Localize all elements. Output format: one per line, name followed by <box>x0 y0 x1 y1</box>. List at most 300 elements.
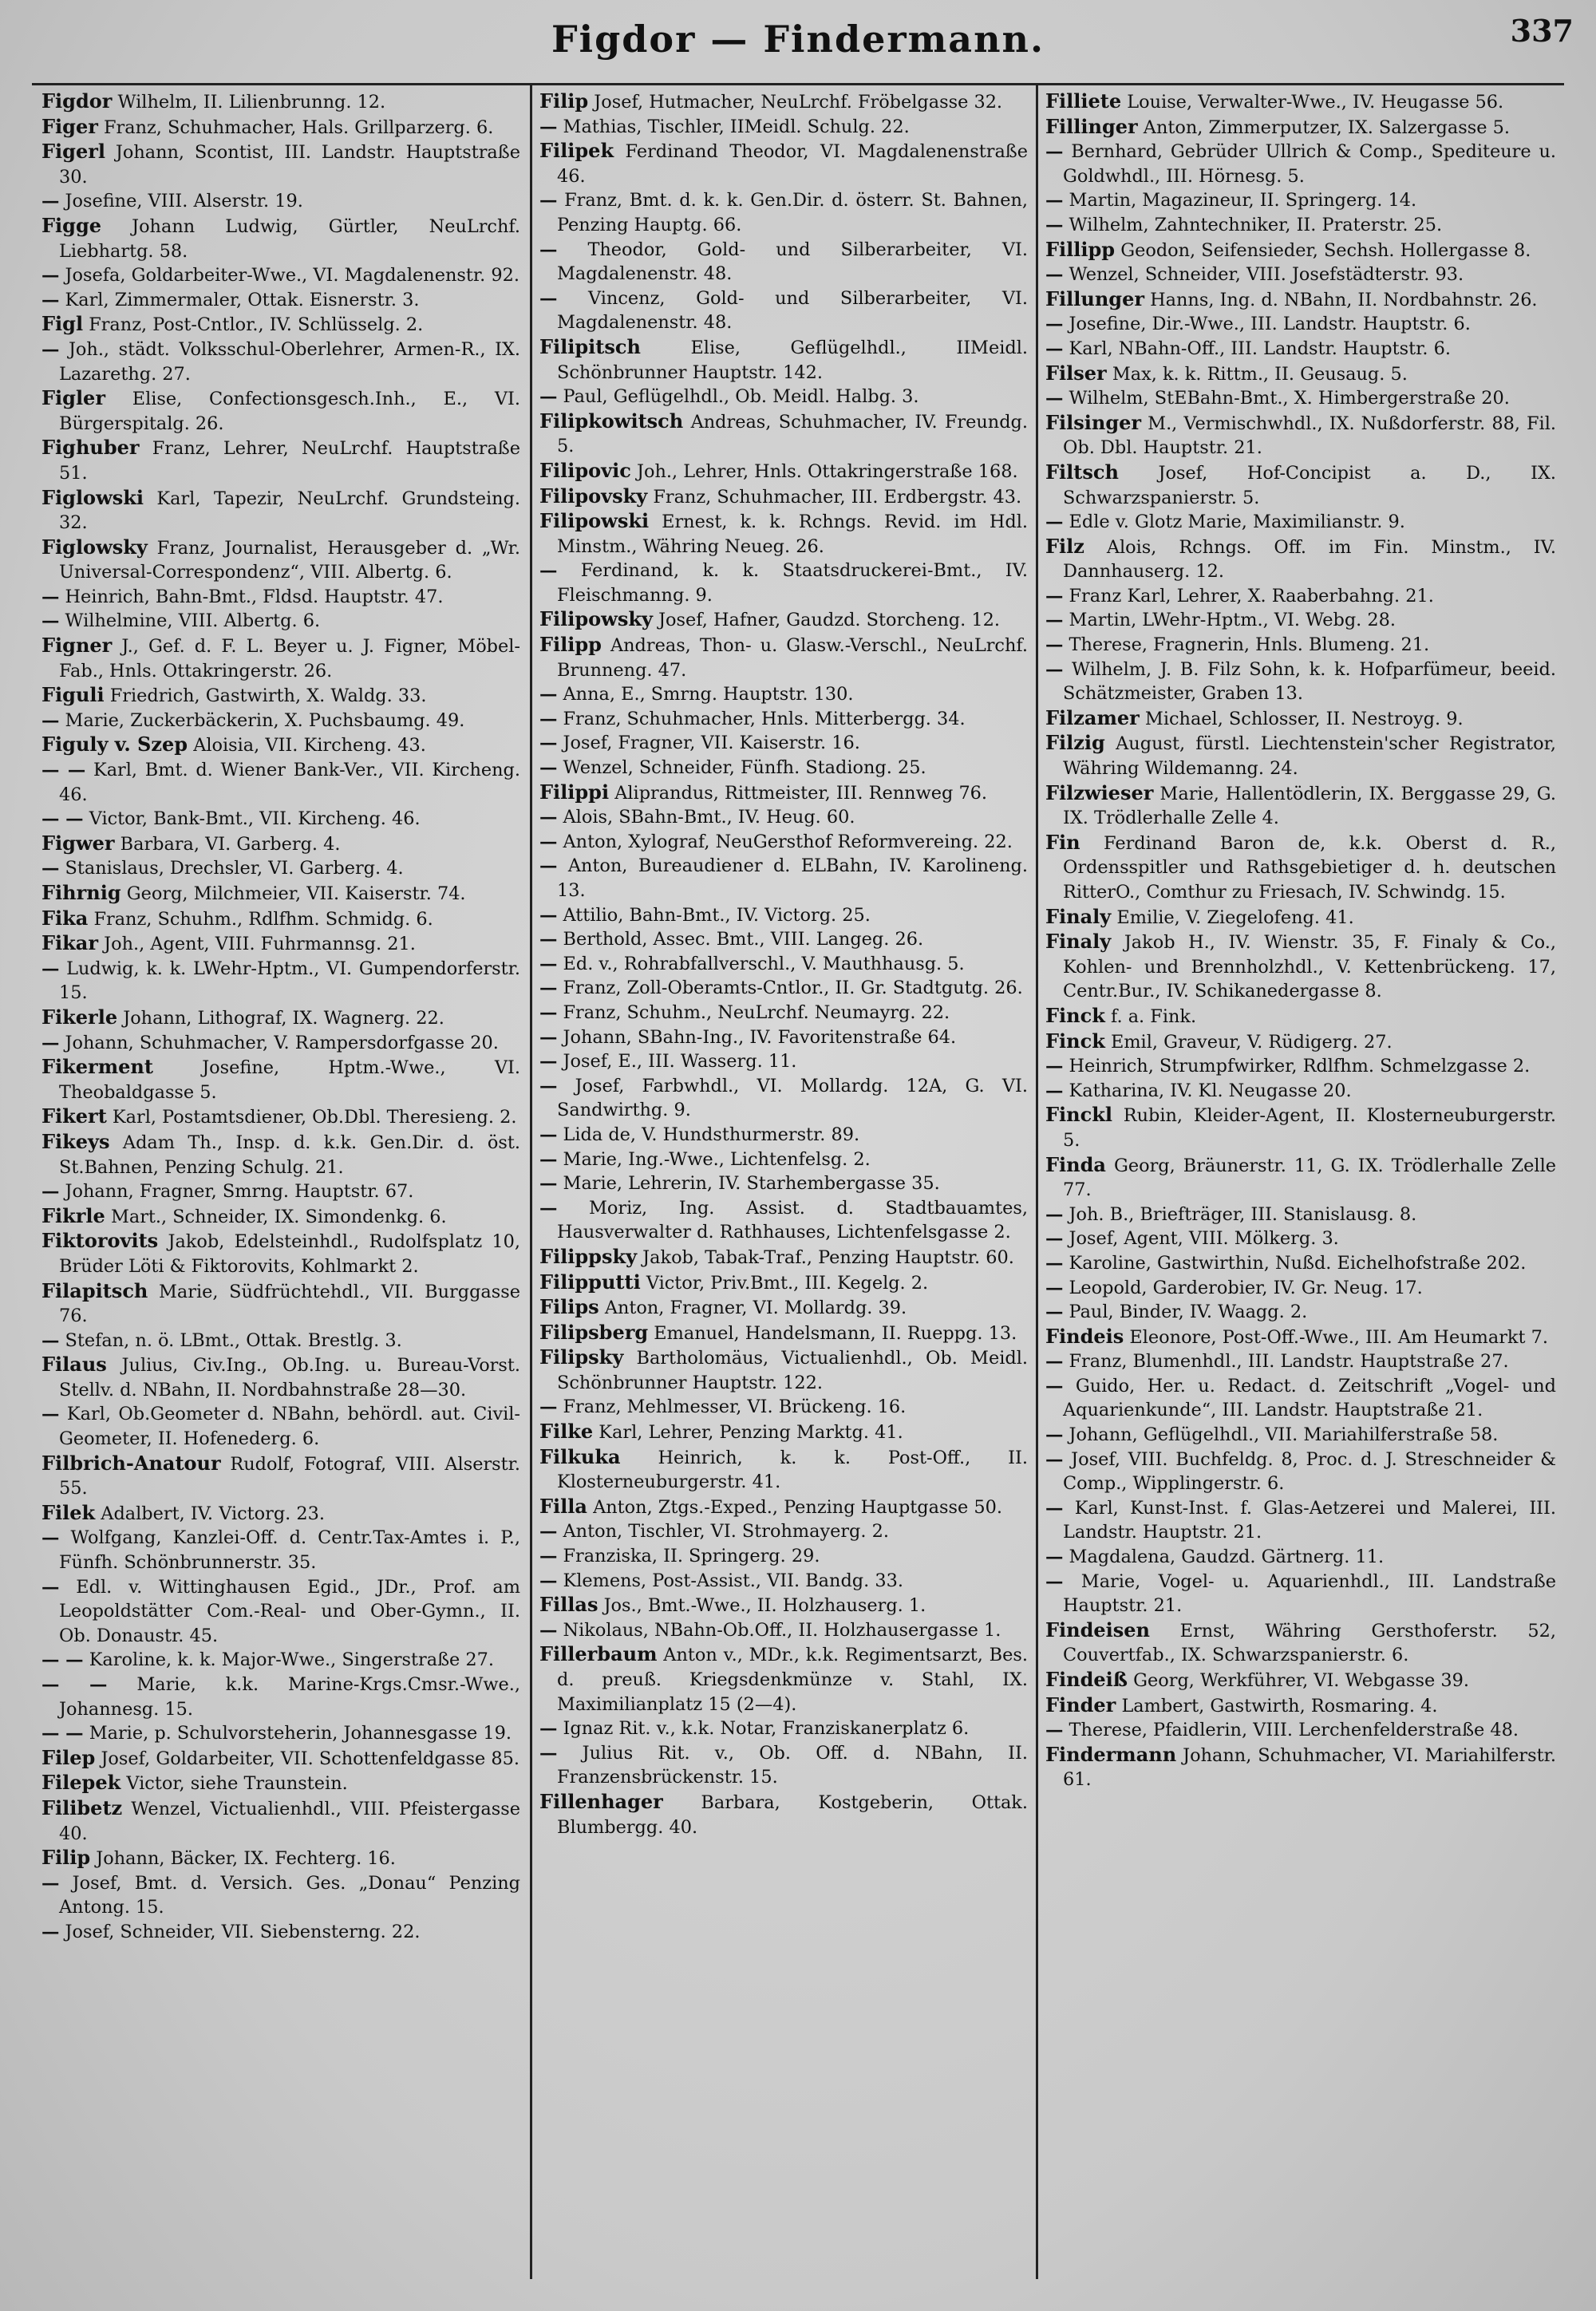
entry-surname: Fikar <box>41 931 98 955</box>
entry-text: Wilhelm, J. B. Filz Sohn, k. k. Hofparfümeur, beeid. Schätzmeister, Graben 13. <box>1063 658 1556 705</box>
entry-surname: Filla <box>539 1494 587 1518</box>
entry-ditto-dash: — <box>539 953 558 974</box>
directory-entry <box>1045 1029 1556 1055</box>
directory-entry <box>539 976 1028 1001</box>
directory-entry <box>539 484 1028 510</box>
entry-surname: Filipovsky <box>539 484 648 508</box>
entry-ditto-dash: — <box>41 858 60 879</box>
entry-text: Ludwig, k. k. LWehr-Hptm., VI. Gumpendorferstr. 15. <box>59 958 520 1004</box>
directory-entry <box>1045 658 1556 706</box>
running-head: Figdor — Findermann. <box>551 18 1045 61</box>
entry-surname: Filaus <box>41 1353 107 1377</box>
directory-entry <box>1045 1325 1556 1350</box>
entry-surname: Filke <box>539 1420 594 1444</box>
directory-entry <box>41 486 520 535</box>
entry-surname: Figuly v. Szep <box>41 733 188 757</box>
entry-ditto-dash: — <box>539 1546 558 1567</box>
entry-text: August, fürstl. Liechtenstein'scher Registrator, Währing Wildemanng. 24. <box>1063 733 1556 780</box>
directory-entry <box>41 1179 520 1204</box>
entry-surname: Finda <box>1045 1152 1106 1176</box>
entry-text: Michael, Schlosser, II. Nestroyg. 9. <box>1144 708 1464 729</box>
entry-surname: Fillinger <box>1045 114 1138 138</box>
directory-entry <box>41 263 520 288</box>
entry-ditto-dash: — <box>1045 658 1064 680</box>
column-divider-left <box>530 83 532 2279</box>
entry-surname: Filipitsch <box>539 334 641 358</box>
entry-text: Berthold, Assec. Bmt., VIII. Langeg. 26. <box>563 929 924 950</box>
entry-surname: Fighuber <box>41 436 140 460</box>
entry-text: Jos., Bmt.-Wwe., II. Holzhauserg. 1. <box>603 1595 926 1617</box>
directory-entry <box>41 957 520 1005</box>
entry-text: Marie, p. Schulvorsteherin, Johannesgasse 19. <box>89 1723 512 1744</box>
entry-text: Franz, Blumenhdl., III. Landstr. Hauptstraße 27. <box>1069 1351 1509 1373</box>
entry-ditto-dash: — <box>539 1742 558 1764</box>
entry-ditto-dash: — <box>1045 1203 1064 1225</box>
entry-text: Alois, Rchngs. Off. im Fin. Minstm., IV. Dannhauserg. 12. <box>1063 536 1556 583</box>
entry-ditto-dash: — <box>539 287 558 309</box>
directory-entry <box>41 807 520 832</box>
entry-ditto-dash: — <box>41 958 60 979</box>
directory-entry <box>539 1420 1028 1445</box>
directory-entry <box>539 139 1028 188</box>
entry-surname: Findermann <box>1045 1742 1177 1766</box>
directory-entry <box>1045 1004 1556 1029</box>
entry-text: Barbara, Kostgeberin, Ottak. Blumbergg. 40. <box>557 1792 1028 1838</box>
directory-entry <box>539 559 1028 607</box>
entry-text: Karl, NBahn-Off., III. Landstr. Hauptstr. 6. <box>1069 338 1451 359</box>
entry-text: Johann, Fragner, Smrng. Hauptstr. 67. <box>65 1181 414 1203</box>
directory-entry <box>539 1345 1028 1395</box>
entry-ditto-dash: — <box>41 265 60 286</box>
directory-entry <box>1045 608 1556 633</box>
entry-surname: Filzwieser <box>1045 780 1154 804</box>
entry-text: Stefan, n. ö. LBmt., Ottak. Brestlg. 3. <box>65 1329 402 1351</box>
entry-text: Max, k. k. Rittm., II. Geusaug. 5. <box>1112 363 1408 385</box>
column-1 <box>41 89 520 2279</box>
directory-entry <box>41 115 520 140</box>
entry-surname: Figlowski <box>41 485 144 509</box>
directory-entry <box>539 238 1028 286</box>
directory-entry <box>1045 1423 1556 1448</box>
entry-surname: Finck <box>1045 1029 1105 1053</box>
entry-ditto-dash: — <box>539 386 558 408</box>
entry-surname: Filipsky <box>539 1345 624 1369</box>
entry-text: Josef, Hutmacher, NeuLrchf. Fröbelgasse 32. <box>594 92 1003 113</box>
entry-text: Ernst, Währing Gersthoferstr. 52, Couvertfab., IX. Schwarzspanierstr. 6. <box>1063 1620 1556 1666</box>
directory-entry <box>41 683 520 709</box>
entry-text: Karl, Lehrer, Penzing Marktg. 41. <box>598 1422 903 1444</box>
entry-ditto-dash: — <box>539 807 558 828</box>
entry-text: Stanislaus, Drechsler, VI. Garberg. 4. <box>65 858 404 879</box>
directory-entry <box>539 756 1028 780</box>
directory-entry <box>41 1796 520 1846</box>
entry-ditto-dash: — <box>1045 1448 1064 1470</box>
entry-text: Josef, Hafner, Gaudzd. Storcheng. 12. <box>658 610 1000 631</box>
directory-entry <box>1045 238 1556 263</box>
directory-entry <box>1045 115 1556 140</box>
entry-surname: Filipputti <box>539 1270 641 1294</box>
directory-entry <box>539 1741 1028 1790</box>
directory-entry <box>1045 1570 1556 1618</box>
entry-text: Johann Ludwig, Gürtler, NeuLrchf. Liebhartg. 58. <box>59 215 520 262</box>
entry-ditto-dash: — <box>41 1872 60 1894</box>
directory-entry <box>1045 1718 1556 1743</box>
entry-text: Magdalena, Gaudzd. Gärtnerg. 11. <box>1069 1547 1385 1568</box>
directory-entry <box>539 1171 1028 1196</box>
directory-entry <box>539 1395 1028 1420</box>
entry-ditto-dash: — <box>1045 1547 1064 1568</box>
entry-text: Mart., Schneider, IX. Simondenkg. 6. <box>110 1206 447 1227</box>
entry-text: Anton, Ztgs.-Exped., Penzing Hauptgasse 50. <box>593 1496 1002 1518</box>
directory-entry <box>1045 1545 1556 1570</box>
entry-text: Klemens, Post-Assist., VII. Bandg. 33. <box>563 1570 903 1591</box>
entry-surname: Figuli <box>41 683 105 707</box>
entry-ditto-dash: — <box>539 1148 558 1170</box>
entry-text: Anton v., MDr., k.k. Regimentsarzt, Bes. d. preuß. Kriegsdenkmünze v. Stahl, IX. Maximilianplatz 15 (2—4). <box>557 1645 1028 1715</box>
entry-ditto-dash: — <box>1045 1424 1064 1446</box>
entry-ditto-dash: — <box>539 1619 558 1641</box>
entry-ditto-dash: — <box>41 1329 60 1351</box>
entry-text: Bartholomäus, Victualienhdl., Ob. Meidl. Schönbrunner Hauptstr. 122. <box>557 1348 1028 1393</box>
entry-text: Josef, Schneider, VII. Siebensterng. 22. <box>65 1921 421 1942</box>
entry-ditto-dash: — <box>539 1718 558 1740</box>
entry-text: Georg, Werkführer, VI. Webgasse 39. <box>1133 1670 1469 1691</box>
entry-text: Wolfgang, Kanzlei-Off. d. Centr.Tax-Amtes i. P., Fünfh. Schönbrunnerstr. 35. <box>59 1527 520 1574</box>
directory-entry <box>539 1148 1028 1172</box>
directory-entry <box>41 1721 520 1746</box>
entry-ditto-dash: — <box>539 904 558 926</box>
entry-text: Johann, Bäcker, IX. Fechterg. 16. <box>96 1848 396 1870</box>
directory-entry <box>1045 1300 1556 1325</box>
entry-text: Anton, Tischler, VI. Strohmayerg. 2. <box>563 1521 889 1543</box>
directory-entry <box>539 1245 1028 1270</box>
entry-ditto-dash: — — <box>41 808 84 830</box>
entry-ditto-dash: — — <box>41 1723 84 1744</box>
entry-surname: Filippi <box>539 780 610 804</box>
directory-entry <box>539 952 1028 977</box>
directory-entry <box>1045 1349 1556 1374</box>
directory-entry <box>539 1642 1028 1716</box>
entry-text: Ferdinand, k. k. Staatsdruckerei-Bmt., IV. Fleischmanng. 9. <box>557 560 1028 606</box>
entry-surname: Figlowsky <box>41 535 148 559</box>
entry-ditto-dash: — <box>539 1026 558 1048</box>
entry-surname: Findeisen <box>1045 1618 1151 1641</box>
entry-ditto-dash: — <box>1045 264 1064 286</box>
directory-entry <box>1045 1079 1556 1104</box>
directory-entry <box>41 1005 520 1031</box>
entry-text: Franz, Post-Cntlor., IV. Schlüsselg. 2. <box>89 314 424 336</box>
directory-entry <box>41 386 520 436</box>
directory-entry <box>539 607 1028 633</box>
entry-text: Karl, Tapezir, NeuLrchf. Grundsteing. 32. <box>59 488 520 534</box>
directory-entry <box>1045 337 1556 361</box>
entry-ditto-dash: — <box>41 289 60 310</box>
directory-entry <box>1045 460 1556 510</box>
directory-entry <box>41 1673 520 1721</box>
entry-surname: Filbrich-Anatour <box>41 1451 221 1475</box>
entry-ditto-dash: — <box>41 191 60 212</box>
directory-entry <box>41 1871 520 1920</box>
entry-text: Ferdinand Theodor, VI. Magdalenenstraße 46. <box>557 141 1028 187</box>
directory-entry <box>539 335 1028 385</box>
entry-text: Johann, Schuhmacher, V. Rampersdorfgasse 20. <box>65 1032 499 1053</box>
directory-entry <box>41 931 520 957</box>
entry-ditto-dash: — <box>41 1921 60 1942</box>
entry-text: Karl, Kunst-Inst. f. Glas-Aetzerei und Malerei, III. Landstr. Hauptstr. 21. <box>1063 1497 1556 1543</box>
directory-entry <box>41 1329 520 1353</box>
entry-text: Franz, Schuhm., NeuLrchf. Neumayrg. 22. <box>563 1001 950 1023</box>
entry-ditto-dash: — <box>539 1570 558 1591</box>
entry-text: Ernest, k. k. Rchngs. Revid. im Hdl. Minstm., Währing Neueg. 26. <box>557 512 1028 557</box>
entry-text: M., Vermischwhdl., IX. Nußdorferstr. 88, Fil. Ob. Dbl. Hauptstr. 21. <box>1063 413 1556 459</box>
entry-text: Aliprandus, Rittmeister, III. Rennweg 76. <box>614 782 988 804</box>
directory-entry <box>539 731 1028 756</box>
directory-entry <box>41 1501 520 1527</box>
directory-entry <box>1045 361 1556 387</box>
directory-entry <box>41 758 520 807</box>
directory-entry <box>1045 1251 1556 1276</box>
entry-text: Andreas, Thon- u. Glasw.-Verschl., NeuLrchf. Brunneng. 47. <box>557 635 1028 681</box>
entry-surname: Fillas <box>539 1593 598 1617</box>
entry-text: Heinrich, Strumpfwirker, Rdlfhm. Schmelzgasse 2. <box>1069 1056 1531 1077</box>
entry-surname: Figge <box>41 213 101 237</box>
entry-surname: Findeis <box>1045 1324 1124 1348</box>
directory-entry <box>1045 781 1556 831</box>
directory-entry <box>41 288 520 313</box>
entry-text: Ed. v., Rohrabfallverschl., V. Mauthhausg. 5. <box>563 953 965 974</box>
entry-ditto-dash: — <box>539 831 558 852</box>
directory-entry <box>41 189 520 214</box>
directory-entry <box>41 1771 520 1796</box>
entry-text: Johann, Schuhmacher, VI. Mariahilferstr. 61. <box>1063 1744 1556 1791</box>
entry-surname: Filipek <box>539 139 614 163</box>
entry-surname: Fihrnig <box>41 881 121 904</box>
directory-entry <box>1045 633 1556 658</box>
entry-surname: Fillipp <box>1045 237 1116 261</box>
directory-entry <box>41 89 520 115</box>
directory-entry <box>1045 1618 1556 1668</box>
entry-text: Wenzel, Schneider, VIII. Josefstädterstr. 93. <box>1069 264 1464 286</box>
entry-text: Karoline, k. k. Major-Wwe., Singerstraße 27. <box>89 1649 495 1671</box>
directory-entry <box>539 1321 1028 1346</box>
entry-text: Josef, Fragner, VII. Kaiserstr. 16. <box>563 733 860 754</box>
entry-text: Geodon, Seifensieder, Sechsh. Hollergasse 8. <box>1120 239 1531 261</box>
entry-ditto-dash: — <box>539 1124 558 1145</box>
entry-ditto-dash: — <box>539 1521 558 1543</box>
entry-surname: Figerl <box>41 140 105 164</box>
entry-ditto-dash: — <box>41 709 60 731</box>
entry-text: J., Gef. d. F. L. Beyer u. J. Figner, Möbel-Fab., Hnls. Ottakringerstr. 26. <box>59 636 520 681</box>
entry-ditto-dash: — <box>539 1396 558 1418</box>
entry-ditto-dash: — <box>1045 314 1064 335</box>
entry-text: Leopold, Garderobier, IV. Gr. Neug. 17. <box>1069 1277 1423 1298</box>
directory-entry <box>539 633 1028 682</box>
entry-ditto-dash: — <box>1045 190 1064 211</box>
entry-surname: Filz <box>1045 534 1084 558</box>
directory-entry <box>539 459 1028 484</box>
entry-text: Victor, siehe Traunstein. <box>126 1773 348 1795</box>
entry-surname: Filibetz <box>41 1795 123 1819</box>
entry-text: Martin, Magazineur, II. Springerg. 14. <box>1069 190 1417 211</box>
directory-entry <box>41 856 520 881</box>
entry-text: Louise, Verwalter-Wwe., IV. Heugasse 56. <box>1127 92 1504 113</box>
entry-text: Wenzel, Victualienhdl., VIII. Pfeistergasse 40. <box>59 1798 520 1844</box>
entry-surname: Filips <box>539 1295 599 1319</box>
entry-surname: Filepek <box>41 1771 121 1795</box>
entry-surname: Filipp <box>539 633 602 657</box>
directory-entry <box>41 832 520 857</box>
entry-text: Heinrich, Bahn-Bmt., Fldsd. Hauptstr. 47. <box>65 586 444 607</box>
entry-text: Franz Karl, Lehrer, X. Raaberbahng. 21. <box>1069 585 1434 606</box>
directory-entry <box>539 780 1028 806</box>
entry-text: Karl, Postamtsdiener, Ob.Dbl. Theresieng. 2. <box>112 1107 517 1128</box>
entry-text: Josefine, Dir.-Wwe., III. Landstr. Hauptstr. 6. <box>1069 314 1471 335</box>
entry-text: Eleonore, Post-Off.-Wwe., III. Am Heumarkt 7. <box>1129 1326 1548 1348</box>
entry-text: Hanns, Ing. d. NBahn, II. Nordbahnstr. 26. <box>1150 289 1538 310</box>
entry-text: Anna, E., Smrng. Hauptstr. 130. <box>563 684 854 705</box>
entry-text: Anton, Xylograf, NeuGersthof Reformvereing. 22. <box>563 831 1013 852</box>
header-rule <box>32 83 1564 85</box>
entry-surname: Filapitsch <box>41 1278 148 1302</box>
entry-surname: Fillenhager <box>539 1789 663 1813</box>
directory-entry <box>1045 1448 1556 1496</box>
entry-surname: Filzig <box>1045 731 1105 755</box>
entry-text: Rubin, Kleider-Agent, II. Klosterneuburgerstr. 5. <box>1063 1105 1556 1151</box>
entry-text: Theodor, Gold- und Silberarbeiter, VI. Magdalenenstr. 48. <box>557 239 1028 285</box>
entry-text: Josef, E., III. Wasserg. 11. <box>563 1051 797 1073</box>
entry-ditto-dash: — <box>1045 610 1064 631</box>
entry-ditto-dash: — <box>539 855 558 877</box>
entry-text: Josef, Farbwhdl., VI. Mollardg. 12A, G. VI. Sandwirthg. 9. <box>557 1075 1028 1121</box>
entry-surname: Filzamer <box>1045 705 1140 729</box>
directory-entry <box>539 1270 1028 1296</box>
directory-entry <box>41 1402 520 1451</box>
directory-entry <box>539 385 1028 409</box>
directory-entry <box>1045 287 1556 313</box>
directory-entry <box>539 409 1028 459</box>
entry-surname: Fin <box>1045 830 1080 854</box>
directory-entry <box>539 1025 1028 1050</box>
entry-text: Franziska, II. Springerg. 29. <box>563 1546 820 1567</box>
directory-entry <box>41 436 520 485</box>
entry-text: Joh., Lehrer, Hnls. Ottakringerstraße 168. <box>636 460 1018 482</box>
directory-entry <box>539 1445 1028 1495</box>
entry-ditto-dash: — <box>539 684 558 705</box>
directory-entry <box>41 140 520 189</box>
directory-entry <box>1045 1668 1556 1693</box>
directory-entry <box>539 707 1028 732</box>
entry-surname: Fikerment <box>41 1055 153 1079</box>
entry-ditto-dash: — — <box>41 1674 108 1695</box>
directory-entry <box>1045 1496 1556 1545</box>
entry-text: Franz, Bmt. d. k. k. Gen.Dir. d. österr. St. Bahnen, Penzing Hauptg. 66. <box>557 190 1028 235</box>
entry-ditto-dash: — <box>41 1181 60 1203</box>
entry-text: Bernhard, Gebrüder Ullrich & Comp., Spediteure u. Goldwhdl., III. Hörnesg. 5. <box>1063 141 1556 187</box>
entry-text: Martin, LWehr-Hptm., VI. Webg. 28. <box>1069 610 1396 631</box>
directory-entry <box>1045 1227 1556 1251</box>
directory-entry <box>1045 213 1556 238</box>
entry-text: f. a. Fink. <box>1110 1005 1197 1027</box>
entry-text: Therese, Pfaidlerin, VIII. Lerchenfelderstraße 48. <box>1069 1720 1519 1741</box>
directory-entry <box>539 1716 1028 1741</box>
entry-surname: Findeiß <box>1045 1668 1128 1691</box>
entry-surname: Filip <box>539 89 589 113</box>
entry-ditto-dash: — <box>539 116 558 137</box>
directory-entry <box>539 286 1028 335</box>
directory-entry <box>539 188 1028 237</box>
entry-text: Adam Th., Insp. d. k.k. Gen.Dir. d. öst. St.Bahnen, Penzing Schulg. 21. <box>59 1132 520 1178</box>
entry-ditto-dash: — — <box>41 760 86 781</box>
entry-ditto-dash: — <box>1045 1277 1064 1298</box>
entry-text: Mathias, Tischler, IIMeidl. Schulg. 22. <box>563 116 910 137</box>
entry-text: Friedrich, Gastwirth, X. Waldg. 33. <box>109 685 427 707</box>
entry-ditto-dash: — <box>1045 1302 1064 1323</box>
entry-text: Vincenz, Gold- und Silberarbeiter, VI. Magdalenenstr. 48. <box>557 287 1028 334</box>
entry-text: Karl, Ob.Geometer d. NBahn, behördl. aut. Civil-Geometer, II. Hofenederg. 6. <box>59 1404 520 1450</box>
entry-text: Jakob, Edelsteinhdl., Rudolfsplatz 10, Brüder Löti & Fiktorovits, Kohlmarkt 2. <box>59 1231 520 1277</box>
entry-surname: Fillunger <box>1045 286 1144 310</box>
entry-text: Joh. B., Briefträger, III. Stanislausg. 8. <box>1069 1203 1417 1225</box>
entry-ditto-dash: — <box>1045 1080 1064 1101</box>
entry-surname: Filliete <box>1045 89 1122 113</box>
entry-ditto-dash: — <box>539 1001 558 1023</box>
entry-ditto-dash: — <box>1045 1570 1064 1592</box>
entry-text: Katharina, IV. Kl. Neugasse 20. <box>1069 1080 1352 1101</box>
directory-entry <box>1045 1693 1556 1719</box>
entry-text: Alois, SBahn-Bmt., IV. Heug. 60. <box>563 807 855 828</box>
entry-text: Anton, Zimmerputzer, IX. Salzergasse 5. <box>1143 117 1510 138</box>
entry-text: Josef, Goldarbeiter, VII. Schottenfeldgasse 85. <box>101 1748 519 1769</box>
directory-entry <box>1045 1153 1556 1203</box>
entry-text: Karoline, Gastwirthin, Nußd. Eichelhofstraße 202. <box>1069 1252 1527 1274</box>
entry-text: Joh., städt. Volksschul-Oberlehrer, Armen-R., IX. Lazarethg. 27. <box>59 338 520 385</box>
directory-entry <box>41 1204 520 1230</box>
directory-entry <box>539 1593 1028 1618</box>
directory-entry <box>1045 1054 1556 1079</box>
directory-entry <box>1045 905 1556 930</box>
directory-entry <box>41 1746 520 1772</box>
directory-entry <box>1045 1203 1556 1227</box>
entry-text: Johann, Lithograf, IX. Wagnerg. 22. <box>123 1007 444 1029</box>
entry-text: Johann, Geflügelhdl., VII. Mariahilferstraße 58. <box>1069 1424 1499 1446</box>
directory-entry <box>41 609 520 634</box>
directory-entry <box>1045 89 1556 115</box>
entry-text: Wilhelm, StEBahn-Bmt., X. Himbergerstraße 20. <box>1069 388 1510 409</box>
entry-ditto-dash: — <box>41 1032 60 1053</box>
entry-ditto-dash: — <box>539 929 558 950</box>
entry-text: Josef, Hof-Concipist a. D., IX. Schwarzspanierstr. 5. <box>1063 462 1556 508</box>
column-3 <box>1045 89 1556 2279</box>
entry-text: Adalbert, IV. Victorg. 23. <box>101 1503 325 1524</box>
directory-entry <box>41 1920 520 1945</box>
entry-text: Wenzel, Schneider, Fünfh. Stadiong. 25. <box>563 757 926 779</box>
entry-text: Josef, VIII. Buchfeldg. 8, Proc. d. J. Streschneider & Comp., Wipplingerstr. 6. <box>1063 1448 1556 1495</box>
column-divider-right <box>1036 83 1038 2279</box>
directory-entry <box>539 1519 1028 1544</box>
directory-entry <box>41 1229 520 1278</box>
entry-text: Barbara, VI. Garberg. 4. <box>120 833 341 855</box>
entry-text: Aloisia, VII. Kircheng. 43. <box>193 735 426 757</box>
directory-entry <box>41 1452 520 1501</box>
entry-text: Paul, Binder, IV. Waagg. 2. <box>1069 1302 1308 1323</box>
directory-entry <box>539 1049 1028 1074</box>
entry-text: Josefine, Hptm.-Wwe., VI. Theobaldgasse 5. <box>59 1057 520 1103</box>
entry-ditto-dash: — <box>539 708 558 729</box>
directory-entry <box>41 1055 520 1104</box>
directory-entry <box>41 585 520 610</box>
directory-entry <box>1045 1743 1556 1792</box>
entry-ditto-dash: — <box>539 190 558 211</box>
